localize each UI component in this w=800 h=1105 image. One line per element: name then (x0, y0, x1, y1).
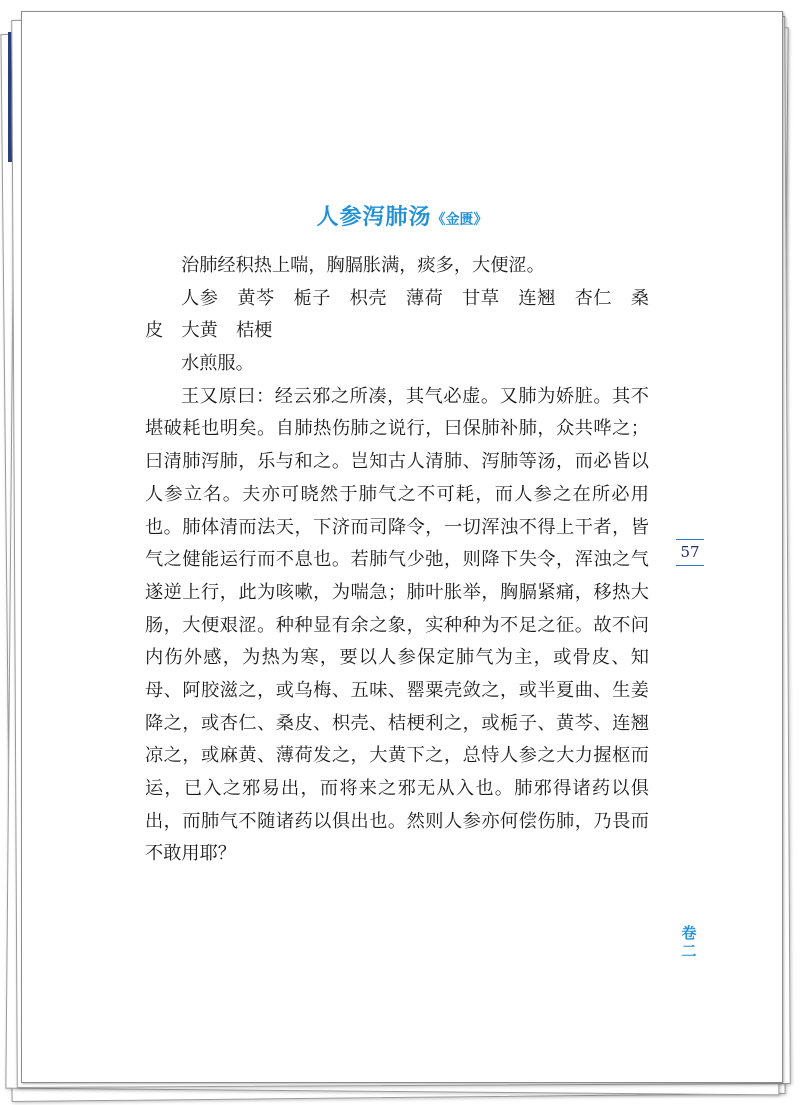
page-number: 57 (676, 539, 704, 566)
title-text: 人参泻肺汤 (316, 204, 432, 230)
text-line: 水煎服。 (181, 353, 254, 375)
text-line: 人参 黄芩 栀子 枳壳 薄荷 甘草 连翘 杏仁 桑 (181, 287, 649, 309)
page-title (22, 200, 782, 231)
text-line: 不敢用耶？ (145, 843, 236, 865)
book-page (21, 11, 783, 1083)
paragraph (145, 381, 649, 871)
text-line: 气之健能运行而不息也。若肺气少弛，则降下失令，浑浊之气 (145, 549, 649, 571)
section-label-char: 二 (681, 942, 697, 960)
text-line: 出，而肺气不随诸药以俱出也。然则人参亦何偿伤肺，乃畏而 (145, 810, 649, 832)
section-label-char: 卷 (681, 924, 697, 942)
text-line: 治肺经积热上喘，胸膈胀满，痰多，大便涩。 (181, 255, 545, 276)
text-line: 也。肺体清而法天，下济而司降令，一切浑浊不得上干者，皆 (145, 516, 649, 538)
text-line: 降之，或杏仁、桑皮、枳壳、桔梗利之，或栀子、黄芩、连翘 (145, 712, 649, 734)
paragraph (145, 250, 649, 283)
paragraph (145, 283, 649, 348)
text-line: 母、阿胶滋之，或乌梅、五味、罂粟壳敛之，或半夏曲、生姜 (145, 679, 649, 701)
paragraph (145, 348, 649, 381)
text-line: 内伤外感，为热为寒，要以人参保定肺气为主，或骨皮、知 (145, 647, 649, 669)
text-line: 运，已入之邪易出，而将来之邪无从入也。肺邪得诸药以俱 (145, 778, 649, 799)
text-line: 人参立名。夫亦可晓然于肺气之不可耗，而人参之在所必用 (145, 483, 649, 505)
text-line: 遂逆上行，此为咳嗽，为喘急；肺叶胀举，胸膈紧痛，移热大 (145, 581, 649, 603)
title-source: 《金匮》 (431, 212, 488, 228)
text-line: 皮 大黄 桔梗 (145, 320, 273, 342)
text-line: 凉之，或麻黄、薄荷发之，大黄下之，总恃人参之大力握枢而 (145, 745, 649, 767)
text-line: 堪破耗也明矣。自肺热伤肺之说行，曰保肺补肺，众共哗之； (145, 418, 649, 440)
text-line: 王又原曰：经云邪之所凑，其气必虚。又肺为娇脏。其不 (181, 385, 649, 407)
section-label (678, 924, 700, 960)
text-line: 曰清肺泻肺，乐与和之。岂知古人清肺、泻肺等汤，而必皆以 (145, 451, 649, 473)
text-line: 肠，大便艰涩。种种显有余之象，实种种为不足之征。故不问 (145, 614, 649, 636)
body-text (145, 250, 649, 871)
